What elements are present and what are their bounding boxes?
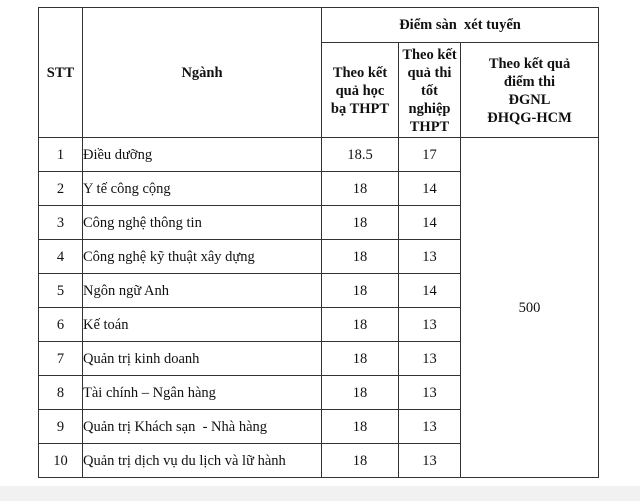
header-hocba-line: Theo kết	[332, 65, 388, 81]
header-dgnl-line: Theo kết quả	[488, 56, 571, 72]
header-hocba	[322, 43, 399, 138]
row-stt: 2	[39, 172, 83, 206]
row-thpt-score: 14	[399, 172, 461, 206]
row-hocba-score: 18	[322, 240, 399, 274]
row-major: Ngôn ngữ Anh	[83, 274, 322, 308]
row-thpt-score: 13	[399, 376, 461, 410]
header-thpt-exam	[399, 43, 461, 138]
row-major: Điều dưỡng	[83, 138, 322, 172]
header-hocba-line: bạ THPT	[330, 101, 390, 117]
row-thpt-score: 13	[399, 444, 461, 478]
row-major: Quản trị kinh doanh	[83, 342, 322, 376]
header-thpt-line: quả thi tốt	[407, 65, 452, 99]
row-hocba-score: 18	[322, 206, 399, 240]
row-stt: 5	[39, 274, 83, 308]
row-major: Quản trị dịch vụ du lịch và lữ hành	[83, 444, 322, 478]
header-major: Ngành	[83, 8, 322, 138]
header-dgnl-line: điểm thi	[503, 74, 556, 90]
row-major: Công nghệ thông tin	[83, 206, 322, 240]
row-thpt-score: 13	[399, 410, 461, 444]
row-hocba-score: 18	[322, 444, 399, 478]
header-hocba-line: quả học	[335, 83, 385, 99]
row-major: Tài chính – Ngân hàng	[83, 376, 322, 410]
header-dgnl-line: ĐHQG-HCM	[487, 110, 572, 126]
header-stt: STT	[39, 8, 83, 138]
row-thpt-score: 13	[399, 342, 461, 376]
row-major	[83, 410, 322, 444]
row-hocba-score: 18	[322, 376, 399, 410]
row-major: Y tế công cộng	[83, 172, 322, 206]
row-hocba-score: 18	[322, 172, 399, 206]
row-stt: 3	[39, 206, 83, 240]
header-thpt-line: THPT	[409, 119, 450, 135]
row-stt: 6	[39, 308, 83, 342]
row-stt: 8	[39, 376, 83, 410]
table-row	[39, 138, 599, 172]
header-min-score-label: Điểm sàn xét tuyển	[399, 17, 521, 33]
row-thpt-score: 17	[399, 138, 461, 172]
row-hocba-score: 18.5	[322, 138, 399, 172]
page-bottom-strip	[0, 486, 640, 501]
header-thpt-line: nghiệp	[408, 101, 451, 117]
header-thpt-line: Theo kết	[402, 47, 457, 63]
row-major-text: Quản trị Khách sạn - Nhà hàng	[83, 418, 268, 435]
header-dgnl	[461, 43, 599, 138]
row-thpt-score: 14	[399, 274, 461, 308]
header-row-1	[39, 8, 599, 43]
row-hocba-score: 18	[322, 308, 399, 342]
header-min-score-group	[322, 8, 599, 43]
row-thpt-score: 13	[399, 240, 461, 274]
admission-score-table	[38, 7, 599, 478]
row-major: Kế toán	[83, 308, 322, 342]
row-stt: 1	[39, 138, 83, 172]
row-stt: 4	[39, 240, 83, 274]
row-hocba-score: 18	[322, 342, 399, 376]
row-stt: 9	[39, 410, 83, 444]
dgnl-score-merged: 500	[461, 138, 599, 478]
row-stt: 7	[39, 342, 83, 376]
row-hocba-score: 18	[322, 410, 399, 444]
row-stt: 10	[39, 444, 83, 478]
row-thpt-score: 13	[399, 308, 461, 342]
header-dgnl-line: ĐGNL	[508, 92, 551, 108]
row-hocba-score: 18	[322, 274, 399, 308]
row-major: Công nghệ kỹ thuật xây dựng	[83, 240, 322, 274]
row-thpt-score: 14	[399, 206, 461, 240]
